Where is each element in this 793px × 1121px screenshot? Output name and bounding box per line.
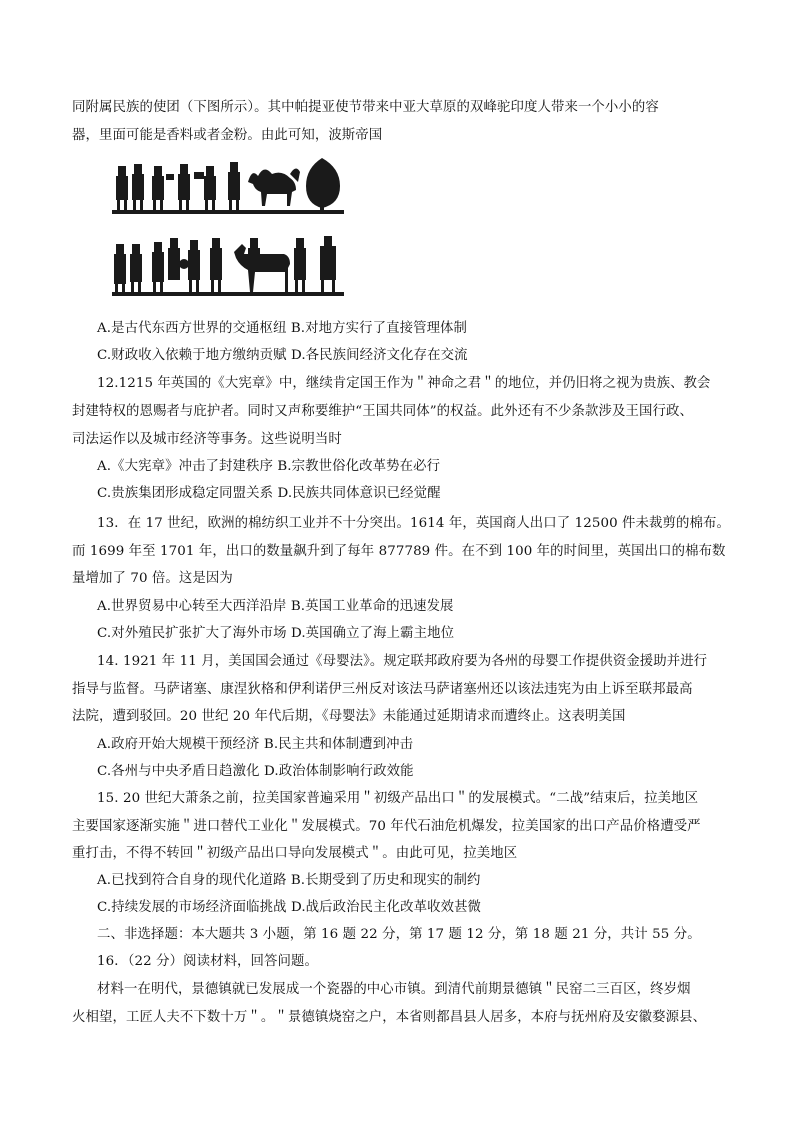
question-15-options-a-b: A.已找到符合自身的现代化道路 B.长期受到了历史和现实的制约 <box>97 873 481 888</box>
question-15-line-2: 主要国家逐渐实施＂进口替代工业化＂发展模式。70 年代石油危机爆发，拉美国家的出口产品价格遭受严 <box>72 819 701 834</box>
question-15-options-c-d: C.持续发展的市场经济面临挑战 D.战后政治民主化改革收效甚微 <box>97 900 482 915</box>
question-12-line-2: 封建特权的恩赐者与庇护者。同时又声称要维护“王国共同体”的权益。此外还有不少条款涉及王国行政、 <box>72 404 693 419</box>
option-line-a-b: A.是古代东西方世界的交通枢纽 B.对地方实行了直接管理体制 <box>97 321 468 336</box>
question-13-line-2: 而 1699 年至 1701 年，出口的数量飙升到了每年 877789 件。在不到 100 年的时间里，英国出口的棉布数 <box>72 544 726 559</box>
question-15-line-1: 15. 20 世纪大萧条之前，拉美国家普遍采用＂初级产品出口＂的发展模式。“二战”结束后，拉美地区 <box>97 791 699 806</box>
figure-persian-relief <box>110 152 352 302</box>
question-13-options-a-b: A.世界贸易中心转至大西洋沿岸 B.英国工业革命的迅速发展 <box>97 599 454 614</box>
question-14-options-a-b: A.政府开始大规模干预经济 B.民主共和体制遭到冲击 <box>97 737 414 752</box>
section-2-heading: 二、非选择题：本大题共 3 小题，第 16 题 22 分，第 17 题 12 分，第 18 题 21 分，共计 55 分。 <box>97 927 701 942</box>
question-13-line-1: 13．在 17 世纪，欧洲的棉纺织工业并不十分突出。1614 年，英国商人出口了 12500 件未裁剪的棉布。 <box>97 516 730 531</box>
material-1-line-1: 材料一在明代，景德镇就已发展成一个瓷器的中心市镇。到清代前期景德镇＂民窑二三百区，终岁烟 <box>97 982 691 997</box>
question-12-options-a-b: A.《大宪章》冲击了封建秩序 B.宗教世俗化改革势在必行 <box>97 459 441 474</box>
question-14-line-3: 法院，遭到驳回。20 世纪 20 年代后期，《母婴法》未能通过延期请求而遭终止。这表明美国 <box>72 709 626 724</box>
question-14-options-c-d: C.各州与中央矛盾日趋激化 D.政治体制影响行政效能 <box>97 764 414 779</box>
question-13-options-c-d: C.对外殖民扩张扩大了海外市场 D.英国确立了海上霸主地位 <box>97 626 455 641</box>
question-14-line-2: 指导与监督。马萨诸塞、康涅狄格和伊利诺伊三州反对该法马萨诸塞州还以该法违宪为由上诉至联邦最高 <box>72 682 693 697</box>
question-16-heading: 16．（22 分）阅读材料，回答问题。 <box>97 954 319 969</box>
question-12-options-c-d: C.贵族集团形成稳定同盟关系 D.民族共同体意识已经觉醒 <box>97 486 441 501</box>
question-13-line-3: 量增加了 70 倍。这是因为 <box>72 571 233 586</box>
text-line-1: 同附属民族的使团（下图所示）。其中帕提亚使节带来中亚大草原的双峰驼印度人带来一个小小的容 <box>72 100 659 115</box>
question-12-line-3: 司法运作以及城市经济等事务。这些说明当时 <box>72 432 342 447</box>
text-line-2: 器，里面可能是香料或者金粉。由此可知，波斯帝国 <box>72 128 383 143</box>
question-12-line-1: 12.1215 年英国的《大宪章》中，继续肯定国王作为＂神命之君＂的地位，并仍旧将之视为贵族、教会 <box>97 376 711 391</box>
question-14-line-1: 14. 1921 年 11 月，美国国会通过《母婴法》。规定联邦政府要为各州的母婴工作提供资金援助并进行 <box>97 654 708 669</box>
option-line-c-d: C.财政收入依赖于地方缴纳贡赋 D.各民族间经济文化存在交流 <box>97 348 468 363</box>
material-1-line-2: 火相望，工匠人夫不下数十万＂。＂景德镇烧窑之户，本省则都昌县人居多，本府与抚州府及安徽婺源县、 <box>72 1010 707 1025</box>
relief-illustration <box>110 152 352 302</box>
question-15-line-3: 重打击，不得不转回＂初级产品出口导向发展模式＂。由此可见，拉美地区 <box>72 846 518 861</box>
